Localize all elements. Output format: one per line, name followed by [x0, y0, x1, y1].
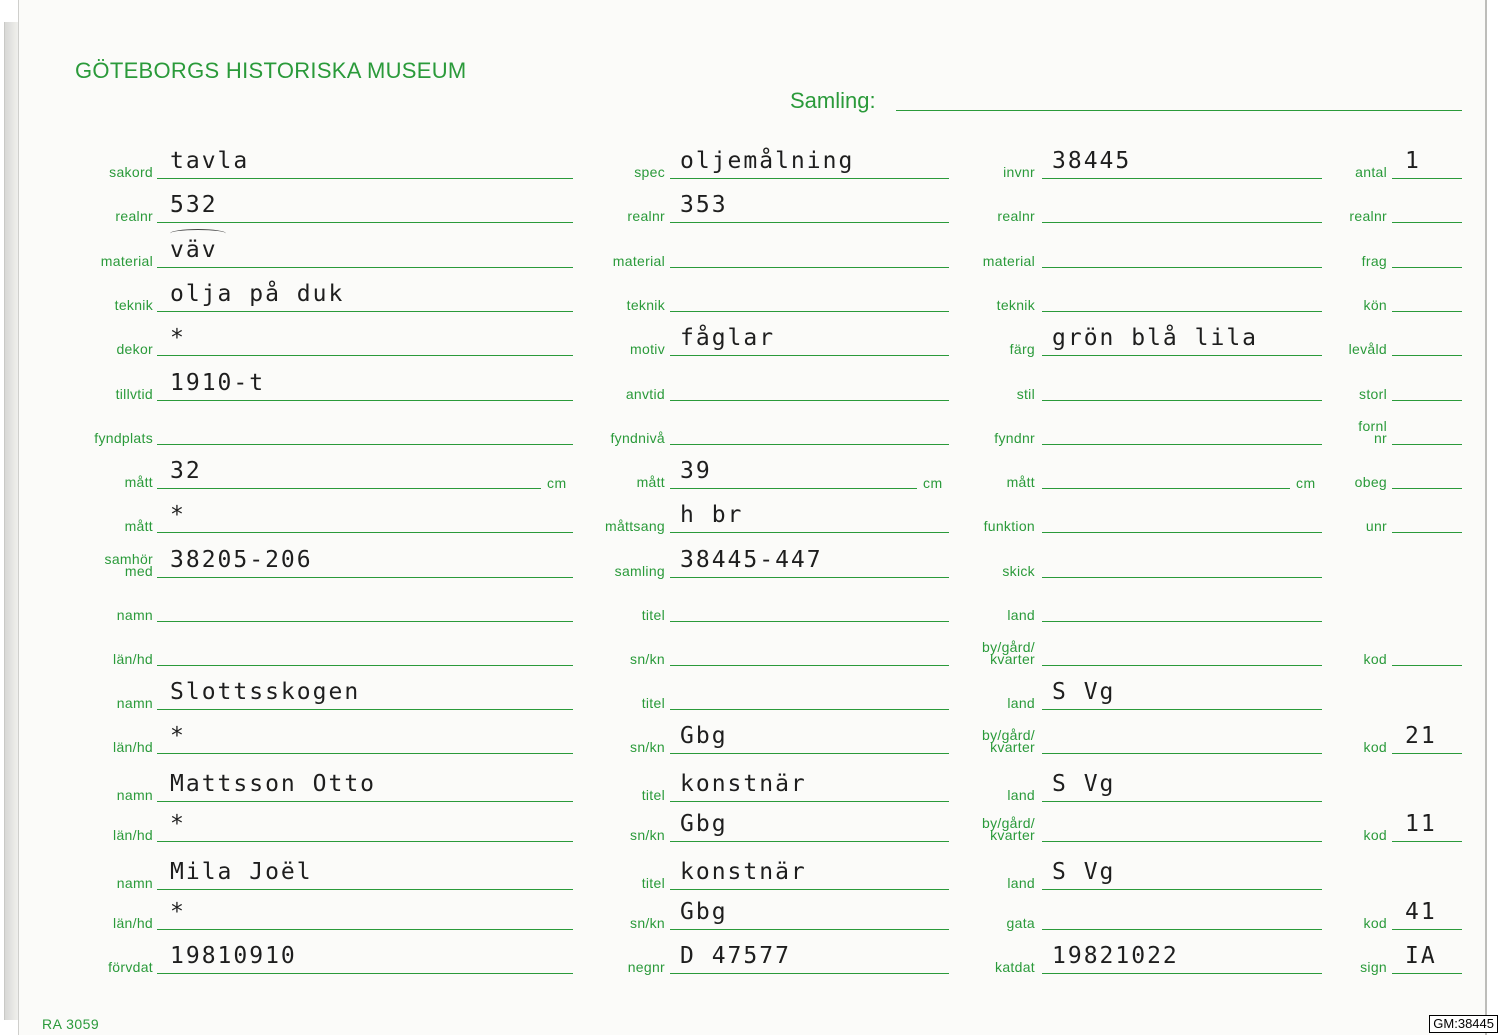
- col1-dekor-row4-label: dekor: [116, 341, 153, 357]
- col4-kod-row13-line: [1392, 753, 1462, 754]
- col2-snkn-row11-label: sn/kn: [630, 651, 665, 667]
- col4-sign-row18-line: [1392, 973, 1462, 974]
- col1-lanhd-row11-label: län/hd: [113, 651, 153, 667]
- samling-line: [896, 110, 1462, 111]
- col2-titel-row14-label: titel: [641, 787, 665, 803]
- museum-title: GÖTEBORGS HISTORISKA MUSEUM: [75, 58, 467, 83]
- form-code: RA 3059: [42, 1016, 100, 1032]
- col3-teknik-row3-label: teknik: [996, 297, 1035, 313]
- col3-material-row2-label: material: [982, 253, 1035, 269]
- col2-snkn-row11-line: [670, 665, 949, 666]
- col2-titel-row16-value: konstnär: [680, 859, 807, 885]
- col1-namn-row12-label: namn: [116, 695, 153, 711]
- col2-snkn-row13-label: sn/kn: [630, 739, 665, 755]
- col3-land-row12-value: S Vg: [1052, 679, 1116, 705]
- col4-kod-row15-line: [1392, 841, 1462, 842]
- col3-land-row16-label: land: [1007, 875, 1035, 891]
- col2-snkn-row15-value: Gbg: [680, 811, 728, 837]
- col3-invnr-row0-label: invnr: [1003, 164, 1035, 180]
- col1-teknik-row3-label: teknik: [114, 297, 153, 313]
- col1-lanhd-row17-value: *: [170, 899, 186, 925]
- col2-titel-row16-line: [670, 889, 949, 890]
- col4-obeg-row7-label: obeg: [1354, 474, 1387, 490]
- col2-negnr-row18-value: D 47577: [680, 943, 791, 969]
- col2-snkn-row17-line: [670, 929, 949, 930]
- col3-land-row14-value: S Vg: [1052, 771, 1116, 797]
- col3-funktion-row8-label: funktion: [983, 518, 1035, 534]
- col3-land-row10-label: land: [1007, 607, 1035, 623]
- col3-realnr-row1-label: realnr: [997, 208, 1035, 224]
- col4-unr-row8-label: unr: [1365, 518, 1387, 534]
- col4-fornl-row6-label-part: fornl: [1358, 418, 1387, 434]
- col3-bygard-row11-label-part: kvarter: [990, 651, 1035, 667]
- col2-motiv-row4-label: motiv: [630, 341, 665, 357]
- col3-bygard-row11-line: [1042, 665, 1322, 666]
- col1-tillvtid-row5-value: 1910-t: [170, 370, 266, 396]
- col1-realnr-row1-line: [157, 222, 573, 223]
- col3-stil-row5-label: stil: [1016, 386, 1035, 402]
- col1-samhor-row9-value: 38205-206: [170, 547, 313, 573]
- col4-kod-row13-value: 21: [1405, 723, 1437, 749]
- col4-storl-row5-label: storl: [1359, 386, 1387, 402]
- col1-lanhd-row11-line: [157, 665, 573, 666]
- col1-lanhd-row17-line: [157, 929, 573, 930]
- col3-katdat-row18-value: 19821022: [1052, 943, 1179, 969]
- col3-invnr-row0-line: [1042, 178, 1322, 179]
- col3-bygard-row13-line: [1042, 753, 1322, 754]
- col3-land-row16-line: [1042, 889, 1322, 890]
- col2-motiv-row4-value: fåglar: [680, 325, 776, 351]
- col3-bygard-row11-label-part: by/gård/: [982, 639, 1035, 655]
- col4-levald-row4-label: levåld: [1348, 341, 1387, 357]
- col4-fornl-row6-line: [1392, 444, 1462, 445]
- col3-funktion-row8-line: [1042, 532, 1322, 533]
- col1-forvdat-row18-value: 19810910: [170, 943, 297, 969]
- col1-lanhd-row15-label: län/hd: [113, 827, 153, 843]
- col3-teknik-row3-line: [1042, 311, 1322, 312]
- col1-namn-row14-label: namn: [116, 787, 153, 803]
- col3-realnr-row1-line: [1042, 222, 1322, 223]
- col2-titel-row14-value: konstnär: [680, 771, 807, 797]
- col3-land-row16-value: S Vg: [1052, 859, 1116, 885]
- col3-bygard-row15-label: [982, 817, 1035, 841]
- col1-namn-row12-value: Slottsskogen: [170, 679, 361, 705]
- col2-teknik-row3-line: [670, 311, 949, 312]
- col4-kon-row3-line: [1392, 311, 1462, 312]
- col3-gata-row17-line: [1042, 929, 1322, 930]
- col4-realnr-row1-line: [1392, 222, 1462, 223]
- col1-fyndplats-row6-line: [157, 444, 573, 445]
- col4-levald-row4-line: [1392, 355, 1462, 356]
- col1-lanhd-row13-line: [157, 753, 573, 754]
- col1-matt-row7-line: [157, 488, 541, 489]
- col1-sakord-row0-label: sakord: [109, 164, 153, 180]
- col2-titel-row10-line: [670, 621, 949, 622]
- col1-namn-row12-line: [157, 709, 573, 710]
- col2-fyndniva-row6-line: [670, 444, 949, 445]
- col1-forvdat-row18-line: [157, 973, 573, 974]
- col4-storl-row5-line: [1392, 400, 1462, 401]
- col1-material-row2-label: material: [100, 253, 153, 269]
- col1-sakord-row0-value: tavla: [170, 148, 250, 174]
- col2-material-row2-label: material: [612, 253, 665, 269]
- col1-lanhd-row13-value: *: [170, 723, 186, 749]
- col3-farg-row4-label: färg: [1009, 341, 1035, 357]
- col2-realnr-row1-label: realnr: [627, 208, 665, 224]
- col3-katdat-row18-label: katdat: [995, 959, 1035, 975]
- col2-negnr-row18-label: negnr: [627, 959, 665, 975]
- col1-dekor-row4-value: *: [170, 325, 186, 351]
- col3-bygard-row11-label: [982, 641, 1035, 665]
- catalog-stamp: GM:38445: [1429, 1015, 1498, 1033]
- col1-samhor-row9-line: [157, 577, 573, 578]
- col1-matt-row7-label: mått: [124, 474, 153, 490]
- col2-snkn-row13-line: [670, 753, 949, 754]
- col2-mattsang-row8-label: måttsang: [605, 518, 665, 534]
- col2-matt-row7-line: [670, 488, 917, 489]
- col1-lanhd-row13-label: län/hd: [113, 739, 153, 755]
- col2-matt-row7-unit: cm: [923, 475, 943, 491]
- col4-fornl-row6-label-part: nr: [1373, 430, 1387, 446]
- col1-teknik-row3-value: olja på duk: [170, 281, 345, 307]
- realnr-underline-mark: [170, 229, 226, 238]
- col1-namn-row14-value: Mattsson Otto: [170, 771, 377, 797]
- col2-titel-row10-label: titel: [641, 607, 665, 623]
- col4-frag-row2-label: frag: [1361, 253, 1387, 269]
- col4-kod-row17-label: kod: [1363, 915, 1387, 931]
- col2-titel-row12-line: [670, 709, 949, 710]
- col4-kod-row11-label: kod: [1363, 651, 1387, 667]
- samling-label: Samling:: [790, 88, 876, 113]
- col2-motiv-row4-line: [670, 355, 949, 356]
- col4-sign-row18-value: IA: [1405, 943, 1437, 969]
- col4-kod-row15-label: kod: [1363, 827, 1387, 843]
- col2-mattsang-row8-value: h br: [680, 502, 744, 528]
- col4-frag-row2-line: [1392, 267, 1462, 268]
- col2-matt-row7-value: 39: [680, 458, 712, 484]
- col4-sign-row18-label: sign: [1360, 959, 1387, 975]
- col1-namn-row16-label: namn: [116, 875, 153, 891]
- col2-realnr-row1-value: 353: [680, 192, 728, 218]
- col3-fyndnr-row6-label: fyndnr: [994, 430, 1035, 446]
- col3-bygard-row15-line: [1042, 841, 1322, 842]
- col4-obeg-row7-line: [1392, 488, 1462, 489]
- col4-kon-row3-label: kön: [1363, 297, 1387, 313]
- col3-matt-row7-unit: cm: [1296, 475, 1316, 491]
- col2-material-row2-line: [670, 267, 949, 268]
- col2-fyndniva-row6-label: fyndnivå: [610, 430, 665, 446]
- col3-bygard-row13-label: [982, 729, 1035, 753]
- col4-kod-row17-line: [1392, 929, 1462, 930]
- col1-lanhd-row15-value: *: [170, 811, 186, 837]
- col1-matt-row8-value: *: [170, 502, 186, 528]
- col3-farg-row4-value: grön blå lila: [1052, 325, 1259, 351]
- col1-matt-row8-label: mått: [124, 518, 153, 534]
- col3-stil-row5-line: [1042, 400, 1322, 401]
- col3-bygard-row15-label-part: by/gård/: [982, 815, 1035, 831]
- col2-spec-row0-label: spec: [634, 164, 665, 180]
- col1-teknik-row3-line: [157, 311, 573, 312]
- col4-unr-row8-line: [1392, 532, 1462, 533]
- col1-sakord-row0-line: [157, 178, 573, 179]
- col3-skick-row9-label: skick: [1002, 563, 1035, 579]
- col2-snkn-row15-line: [670, 841, 949, 842]
- col4-kod-row11-line: [1392, 665, 1462, 666]
- col1-samhor-row9-label: [105, 553, 153, 577]
- col2-anvtid-row5-line: [670, 400, 949, 401]
- col1-dekor-row4-line: [157, 355, 573, 356]
- col1-namn-row10-label: namn: [116, 607, 153, 623]
- col2-snkn-row15-label: sn/kn: [630, 827, 665, 843]
- col3-land-row14-label: land: [1007, 787, 1035, 803]
- col3-material-row2-line: [1042, 267, 1322, 268]
- col3-gata-row17-label: gata: [1006, 915, 1035, 931]
- col2-spec-row0-value: oljemålning: [680, 148, 855, 174]
- col3-fyndnr-row6-line: [1042, 444, 1322, 445]
- col1-material-row2-line: [157, 267, 573, 268]
- col3-farg-row4-line: [1042, 355, 1322, 356]
- col3-land-row14-line: [1042, 801, 1322, 802]
- col3-land-row10-line: [1042, 621, 1322, 622]
- col2-titel-row14-line: [670, 801, 949, 802]
- col3-bygard-row13-label-part: kvarter: [990, 739, 1035, 755]
- col1-samhor-row9-label-part: samhör: [104, 551, 153, 567]
- col3-katdat-row18-line: [1042, 973, 1322, 974]
- col1-fyndplats-row6-label: fyndplats: [94, 430, 153, 446]
- col1-tillvtid-row5-label: tillvtid: [115, 386, 153, 402]
- col1-namn-row16-value: Mila Joël: [170, 859, 313, 885]
- col3-matt-row7-line: [1042, 488, 1290, 489]
- col4-kod-row13-label: kod: [1363, 739, 1387, 755]
- col4-antal-row0-value: 1: [1405, 148, 1421, 174]
- col1-forvdat-row18-label: förvdat: [108, 959, 153, 975]
- col4-antal-row0-line: [1392, 178, 1462, 179]
- col3-invnr-row0-value: 38445: [1052, 148, 1132, 174]
- col1-realnr-row1-value: 532: [170, 192, 218, 218]
- col1-tillvtid-row5-line: [157, 400, 573, 401]
- col2-negnr-row18-line: [670, 973, 949, 974]
- col2-snkn-row13-value: Gbg: [680, 723, 728, 749]
- col2-samling-row9-label: samling: [614, 563, 665, 579]
- col2-realnr-row1-line: [670, 222, 949, 223]
- col2-matt-row7-label: mått: [636, 474, 665, 490]
- col4-kod-row17-value: 41: [1405, 899, 1437, 925]
- col2-snkn-row17-label: sn/kn: [630, 915, 665, 931]
- col2-titel-row12-label: titel: [641, 695, 665, 711]
- col1-material-row2-value: väv: [170, 237, 218, 263]
- col3-matt-row7-label: mått: [1006, 474, 1035, 490]
- col4-realnr-row1-label: realnr: [1349, 208, 1387, 224]
- col1-samhor-row9-label-part: med: [124, 563, 153, 579]
- col1-namn-row10-line: [157, 621, 573, 622]
- col2-mattsang-row8-line: [670, 532, 949, 533]
- col1-lanhd-row17-label: län/hd: [113, 915, 153, 931]
- col3-bygard-row13-label-part: by/gård/: [982, 727, 1035, 743]
- col1-namn-row16-line: [157, 889, 573, 890]
- col3-land-row12-label: land: [1007, 695, 1035, 711]
- col1-namn-row14-line: [157, 801, 573, 802]
- col3-land-row12-line: [1042, 709, 1322, 710]
- col3-bygard-row15-label-part: kvarter: [990, 827, 1035, 843]
- col2-spec-row0-line: [670, 178, 949, 179]
- col2-snkn-row17-value: Gbg: [680, 899, 728, 925]
- col4-fornl-row6-label: [1358, 420, 1387, 444]
- col4-antal-row0-label: antal: [1355, 164, 1387, 180]
- col2-titel-row16-label: titel: [641, 875, 665, 891]
- col1-realnr-row1-label: realnr: [115, 208, 153, 224]
- col1-lanhd-row15-line: [157, 841, 573, 842]
- col1-matt-row7-value: 32: [170, 458, 202, 484]
- col1-matt-row7-unit: cm: [547, 475, 567, 491]
- col2-samling-row9-line: [670, 577, 949, 578]
- col4-kod-row15-value: 11: [1405, 811, 1437, 837]
- col2-anvtid-row5-label: anvtid: [625, 386, 665, 402]
- col2-teknik-row3-label: teknik: [626, 297, 665, 313]
- col2-samling-row9-value: 38445-447: [680, 547, 823, 573]
- col1-matt-row8-line: [157, 532, 573, 533]
- col3-skick-row9-line: [1042, 577, 1322, 578]
